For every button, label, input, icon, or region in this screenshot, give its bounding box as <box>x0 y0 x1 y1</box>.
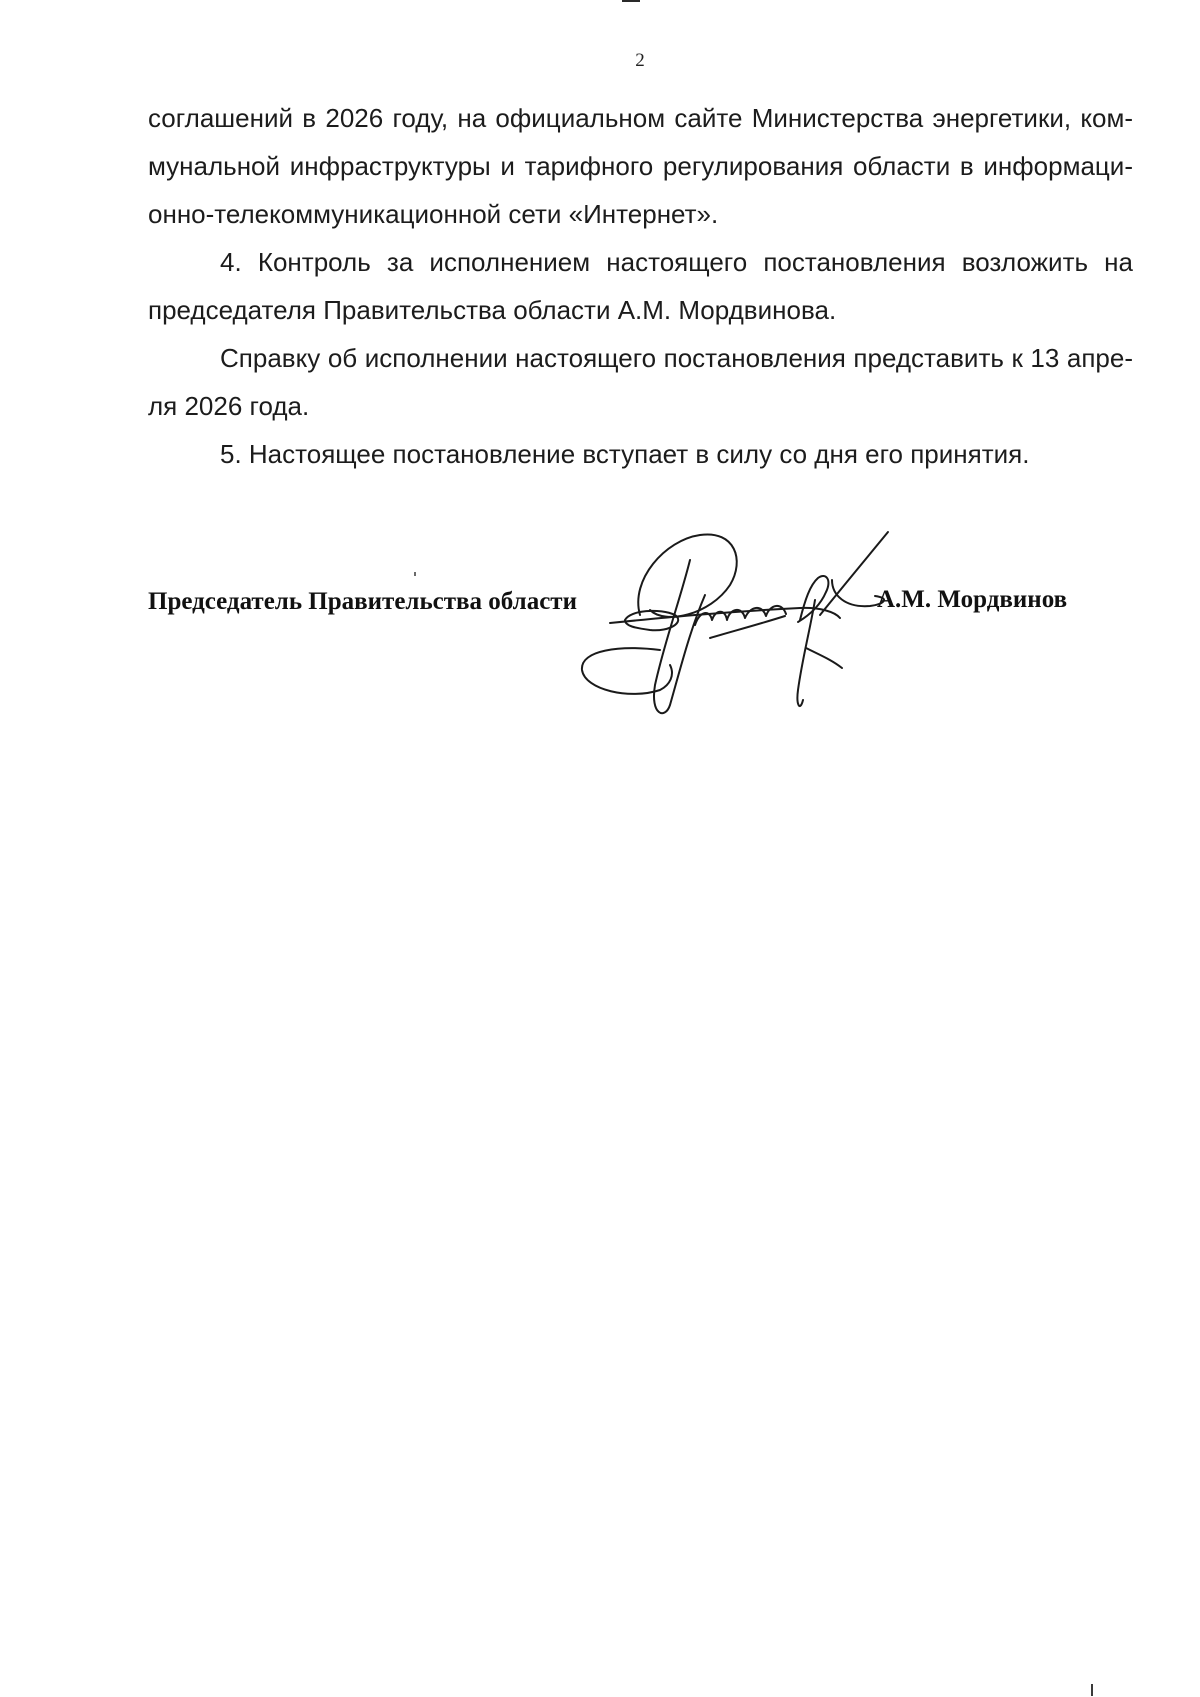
paragraph-report <box>148 334 1133 430</box>
scan-artifact-dot <box>414 572 416 576</box>
text-line: соглашений в 2026 году, на официальном сайте Министерства энергетики, ком- <box>148 103 1133 133</box>
text-line: 5. Настоящее постановление вступает в силу со дня его принятия. <box>220 439 1030 469</box>
page-number: 2 <box>635 50 645 71</box>
document-body <box>148 94 1133 478</box>
scan-artifact-top <box>622 0 640 2</box>
text-line: 4. Контроль за исполнением настоящего постановления возложить на <box>220 247 1133 277</box>
signatory-position: Председатель Правительства области <box>148 588 577 615</box>
signatory-name: А.М. Мордвинов <box>877 586 1068 613</box>
text-line: ля 2026 года. <box>148 391 310 421</box>
paragraph-item-4 <box>148 238 1133 334</box>
text-line: Справку об исполнении настоящего постановления представить к 13 апре- <box>220 343 1133 373</box>
handwritten-signature <box>570 520 920 730</box>
text-line: онно-телекоммуникационной сети «Интернет». <box>148 199 719 229</box>
text-line: председателя Правительства области А.М. Мордвинова. <box>148 295 837 325</box>
scan-artifact-bottom <box>1091 1684 1093 1696</box>
paragraph-item-5 <box>148 430 1133 478</box>
paragraph-continuation <box>148 94 1133 238</box>
text-line: мунальной инфраструктуры и тарифного регулирования области в информаци- <box>148 151 1133 181</box>
